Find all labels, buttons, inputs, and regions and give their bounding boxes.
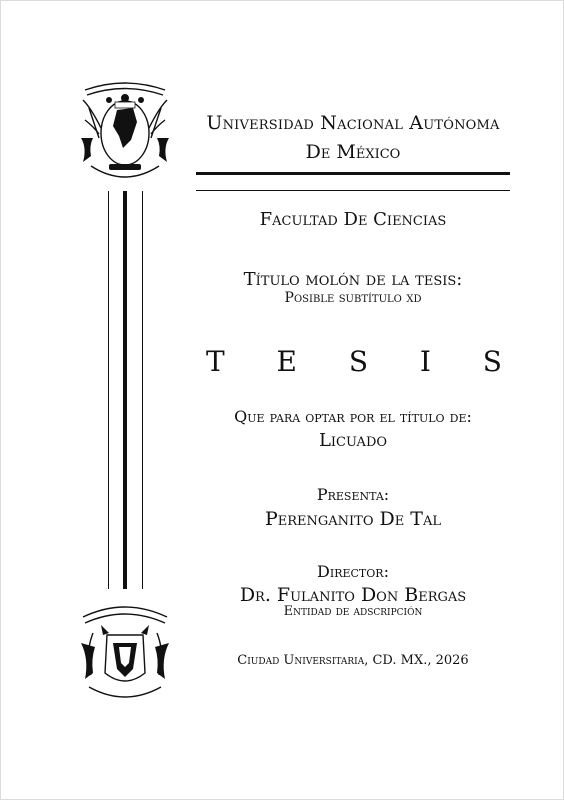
thesis-heading-letter: E — [276, 345, 297, 378]
degree-intro: Que para optar por el título de: — [234, 407, 472, 426]
director-label: Director: — [317, 562, 389, 581]
thesis-heading-letter: S — [482, 345, 502, 378]
decorative-vertical-line — [142, 191, 143, 589]
decorative-vertical-line — [123, 191, 127, 589]
header-rule-thin — [196, 190, 510, 191]
university-name-line1: Universidad Nacional Autónoma — [206, 112, 500, 134]
presenter-label: Presenta: — [316, 485, 390, 504]
thesis-title: Título molón de la tesis: — [243, 269, 463, 290]
director-affiliation: Entidad de adscripción — [283, 604, 423, 619]
thesis-heading-letter: T — [206, 345, 225, 378]
director-name: Dr. Fulanito Don Bergas — [239, 584, 467, 606]
thesis-heading-letter: S — [348, 345, 369, 378]
unam-crest-logo — [79, 78, 171, 182]
author-name: Perenganito De Tal — [264, 508, 442, 530]
faculty-name: Facultad De Ciencias — [259, 209, 447, 230]
thesis-subtitle: Posible subtítulo xd — [284, 290, 422, 306]
decorative-vertical-line — [108, 191, 109, 589]
facultad-ciencias-crest-logo — [79, 603, 171, 703]
thesis-heading — [206, 345, 502, 378]
header-rule-thick — [196, 172, 510, 175]
university-name-line2: De México — [305, 141, 401, 163]
thesis-heading-letter: I — [419, 345, 431, 378]
degree-name: Licuado — [318, 430, 388, 451]
place-and-date: Ciudad Universitaria, CD. MX., 2026 — [237, 653, 469, 668]
